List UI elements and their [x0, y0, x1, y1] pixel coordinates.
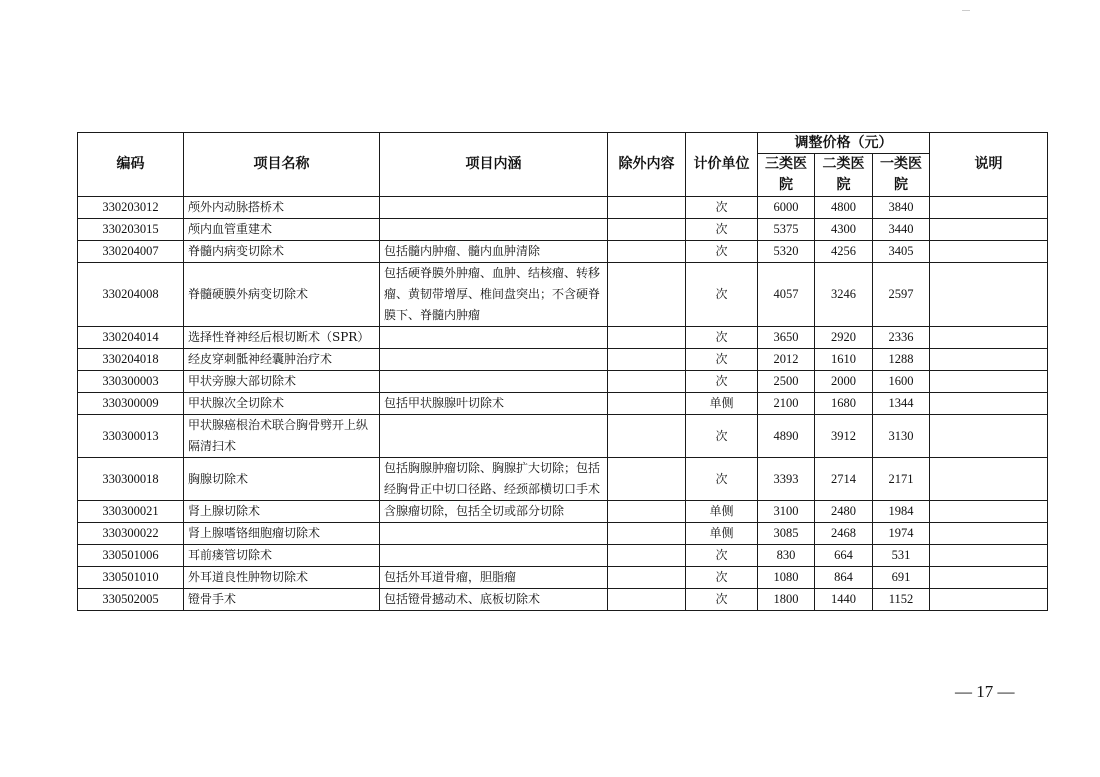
cell-price-class3: 4057	[758, 263, 815, 327]
cell-unit: 次	[686, 219, 758, 241]
cell-note	[930, 567, 1048, 589]
cell-name: 肾上腺嗜铬细胞瘤切除术	[184, 523, 380, 545]
cell-price-class3: 2100	[758, 393, 815, 415]
cell-price-class2: 1680	[815, 393, 873, 415]
table-row	[78, 349, 1048, 371]
cell-price-class1: 1600	[873, 371, 930, 393]
cell-content	[380, 349, 608, 371]
cell-unit: 次	[686, 371, 758, 393]
cell-unit: 单侧	[686, 501, 758, 523]
cell-content	[380, 327, 608, 349]
header-price-group: 调整价格（元）	[758, 133, 930, 154]
cell-price-class1: 3440	[873, 219, 930, 241]
cell-content	[380, 219, 608, 241]
cell-name: 经皮穿刺骶神经囊肿治疗术	[184, 349, 380, 371]
cell-price-class1: 691	[873, 567, 930, 589]
cell-price-class3: 3085	[758, 523, 815, 545]
cell-excluded	[608, 327, 686, 349]
cell-excluded	[608, 241, 686, 263]
cell-price-class1: 1288	[873, 349, 930, 371]
table-row	[78, 393, 1048, 415]
cell-code: 330300018	[78, 458, 184, 501]
table-row	[78, 219, 1048, 241]
cell-code: 330300003	[78, 371, 184, 393]
header-name: 项目名称	[184, 133, 380, 197]
table-row	[78, 371, 1048, 393]
table-row	[78, 415, 1048, 458]
cell-excluded	[608, 349, 686, 371]
cell-price-class3: 2012	[758, 349, 815, 371]
table-row	[78, 523, 1048, 545]
table-row	[78, 458, 1048, 501]
cell-price-class1: 531	[873, 545, 930, 567]
cell-content: 包括硬脊膜外肿瘤、血肿、结核瘤、转移瘤、黄韧带增厚、椎间盘突出；不含硬脊膜下、脊髓内肿瘤	[380, 263, 608, 327]
cell-name: 胸腺切除术	[184, 458, 380, 501]
cell-price-class1: 2171	[873, 458, 930, 501]
cell-note	[930, 371, 1048, 393]
cell-price-class2: 4800	[815, 197, 873, 219]
cell-code: 330203015	[78, 219, 184, 241]
table-row	[78, 501, 1048, 523]
cell-price-class3: 2500	[758, 371, 815, 393]
cell-content: 包括外耳道骨瘤，胆脂瘤	[380, 567, 608, 589]
table-row	[78, 197, 1048, 219]
cell-price-class2: 4256	[815, 241, 873, 263]
cell-name: 脊髓内病变切除术	[184, 241, 380, 263]
cell-price-class2: 2468	[815, 523, 873, 545]
cell-price-class3: 4890	[758, 415, 815, 458]
header-unit: 计价单位	[686, 133, 758, 197]
cell-price-class2: 1610	[815, 349, 873, 371]
cell-price-class2: 3912	[815, 415, 873, 458]
cell-unit: 次	[686, 458, 758, 501]
header-class1: 一类医院	[873, 154, 930, 197]
cell-name: 外耳道良性肿物切除术	[184, 567, 380, 589]
cell-name: 选择性脊神经后根切断术（SPR）	[184, 327, 380, 349]
cell-name: 颅外内动脉搭桥术	[184, 197, 380, 219]
cell-content	[380, 415, 608, 458]
cell-price-class1: 1152	[873, 589, 930, 611]
cell-price-class1: 1344	[873, 393, 930, 415]
cell-note	[930, 415, 1048, 458]
table-row	[78, 545, 1048, 567]
cell-unit: 次	[686, 263, 758, 327]
page-number: — 17 —	[955, 682, 1015, 701]
cell-code: 330204007	[78, 241, 184, 263]
cell-price-class1: 2336	[873, 327, 930, 349]
cell-excluded	[608, 263, 686, 327]
cell-code: 330203012	[78, 197, 184, 219]
cell-price-class1: 3130	[873, 415, 930, 458]
header-row-1	[78, 133, 1048, 154]
cell-code: 330501010	[78, 567, 184, 589]
cell-note	[930, 545, 1048, 567]
cell-content: 包括镫骨撼动术、底板切除术	[380, 589, 608, 611]
header-excluded: 除外内容	[608, 133, 686, 197]
table-row	[78, 589, 1048, 611]
cell-price-class3: 3393	[758, 458, 815, 501]
cell-price-class2: 1440	[815, 589, 873, 611]
cell-content: 含腺瘤切除，包括全切或部分切除	[380, 501, 608, 523]
table-row	[78, 327, 1048, 349]
header-note: 说明	[930, 133, 1048, 197]
cell-excluded	[608, 393, 686, 415]
cell-price-class3: 1080	[758, 567, 815, 589]
cell-price-class3: 5320	[758, 241, 815, 263]
cell-unit: 次	[686, 327, 758, 349]
cell-unit: 次	[686, 567, 758, 589]
cell-code: 330501006	[78, 545, 184, 567]
cell-price-class2: 2920	[815, 327, 873, 349]
cell-content	[380, 371, 608, 393]
cell-excluded	[608, 523, 686, 545]
cell-excluded	[608, 589, 686, 611]
corner-mark	[962, 10, 970, 11]
cell-price-class2: 2480	[815, 501, 873, 523]
cell-note	[930, 501, 1048, 523]
cell-price-class3: 5375	[758, 219, 815, 241]
cell-price-class2: 864	[815, 567, 873, 589]
cell-excluded	[608, 219, 686, 241]
cell-name: 甲状腺次全切除术	[184, 393, 380, 415]
cell-code: 330300022	[78, 523, 184, 545]
cell-price-class3: 6000	[758, 197, 815, 219]
cell-unit: 次	[686, 349, 758, 371]
table-row	[78, 263, 1048, 327]
cell-content	[380, 523, 608, 545]
cell-excluded	[608, 415, 686, 458]
cell-content: 包括髓内肿瘤、髓内血肿清除	[380, 241, 608, 263]
cell-unit: 次	[686, 589, 758, 611]
cell-content: 包括甲状腺腺叶切除术	[380, 393, 608, 415]
cell-excluded	[608, 371, 686, 393]
cell-unit: 次	[686, 415, 758, 458]
cell-excluded	[608, 458, 686, 501]
cell-name: 耳前瘘管切除术	[184, 545, 380, 567]
cell-note	[930, 589, 1048, 611]
cell-excluded	[608, 501, 686, 523]
cell-note	[930, 241, 1048, 263]
cell-excluded	[608, 545, 686, 567]
header-class3: 三类医院	[758, 154, 815, 197]
cell-name: 颅内血管重建术	[184, 219, 380, 241]
cell-content	[380, 545, 608, 567]
cell-note	[930, 197, 1048, 219]
cell-price-class2: 2000	[815, 371, 873, 393]
cell-unit: 单侧	[686, 523, 758, 545]
cell-code: 330300013	[78, 415, 184, 458]
cell-excluded	[608, 197, 686, 219]
cell-price-class2: 2714	[815, 458, 873, 501]
table-row	[78, 567, 1048, 589]
cell-price-class3: 3100	[758, 501, 815, 523]
cell-note	[930, 219, 1048, 241]
cell-unit: 单侧	[686, 393, 758, 415]
cell-price-class1: 1974	[873, 523, 930, 545]
cell-unit: 次	[686, 197, 758, 219]
cell-name: 甲状腺癌根治术联合胸骨劈开上纵隔清扫术	[184, 415, 380, 458]
cell-code: 330300021	[78, 501, 184, 523]
cell-price-class1: 2597	[873, 263, 930, 327]
cell-note	[930, 263, 1048, 327]
cell-price-class3: 1800	[758, 589, 815, 611]
price-table	[77, 132, 1048, 611]
cell-name: 肾上腺切除术	[184, 501, 380, 523]
cell-price-class1: 3840	[873, 197, 930, 219]
cell-price-class1: 3405	[873, 241, 930, 263]
cell-note	[930, 458, 1048, 501]
cell-price-class3: 830	[758, 545, 815, 567]
header-content: 项目内涵	[380, 133, 608, 197]
cell-price-class2: 664	[815, 545, 873, 567]
cell-code: 330204018	[78, 349, 184, 371]
cell-price-class2: 3246	[815, 263, 873, 327]
cell-excluded	[608, 567, 686, 589]
cell-code: 330204014	[78, 327, 184, 349]
cell-name: 甲状旁腺大部切除术	[184, 371, 380, 393]
cell-code: 330300009	[78, 393, 184, 415]
cell-note	[930, 393, 1048, 415]
table-body	[78, 197, 1048, 611]
header-code: 编码	[78, 133, 184, 197]
table-row	[78, 241, 1048, 263]
cell-unit: 次	[686, 241, 758, 263]
cell-note	[930, 523, 1048, 545]
cell-name: 镫骨手术	[184, 589, 380, 611]
cell-content: 包括胸腺肿瘤切除、胸腺扩大切除；包括经胸骨正中切口径路、经颈部横切口手术	[380, 458, 608, 501]
cell-name: 脊髓硬膜外病变切除术	[184, 263, 380, 327]
cell-price-class1: 1984	[873, 501, 930, 523]
header-class2: 二类医院	[815, 154, 873, 197]
cell-unit: 次	[686, 545, 758, 567]
cell-content	[380, 197, 608, 219]
cell-code: 330204008	[78, 263, 184, 327]
cell-note	[930, 349, 1048, 371]
cell-note	[930, 327, 1048, 349]
cell-code: 330502005	[78, 589, 184, 611]
cell-price-class3: 3650	[758, 327, 815, 349]
cell-price-class2: 4300	[815, 219, 873, 241]
